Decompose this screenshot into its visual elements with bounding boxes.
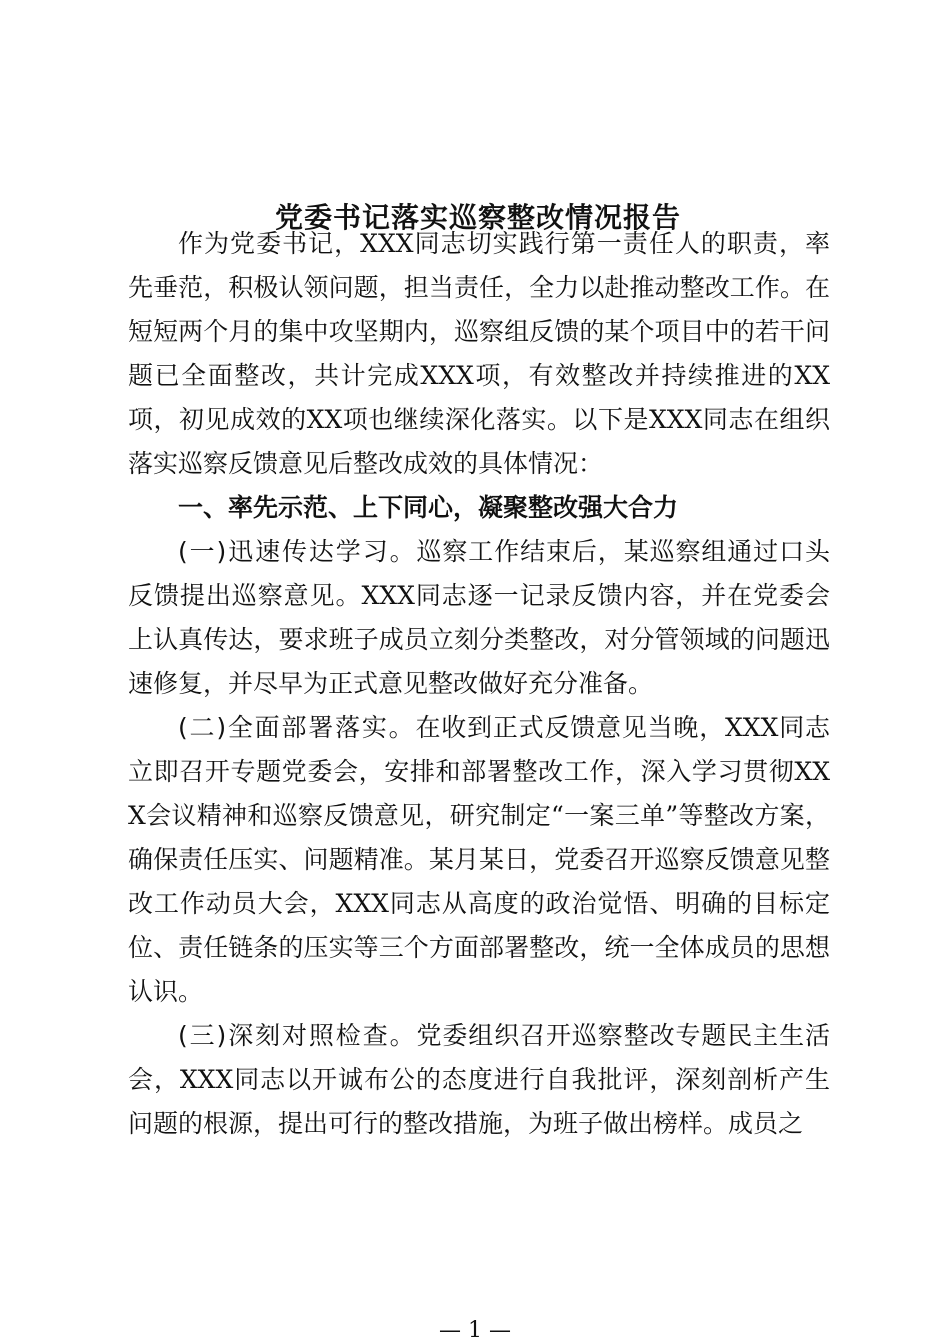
section-heading: 一、率先示范、上下同心，凝聚整改强大合力	[178, 493, 679, 522]
item-text: 党委组织召开巡察整改专题民主生活会，XXX同志以开诚布公的态度进行自我批评，深刻剖析产生问题的根源，提出可行的整改措施，为班子做出榜样。成员之	[128, 1021, 830, 1138]
item-text: 在收到正式反馈意见当晚，XXX同志立即召开专题党委会，安排和部署整改工作，深入学习贯彻XXX会议精神和巡察反馈意见，研究制定“一案三单”等整改方案，确保责任压实、问题精准。某月某日，党委召开巡察反馈意见整改工作动员大会，XXX同志从高度的政治觉悟、明确的目标定位、责任链条的压实等三个方面部署整改，统一全体成员的思想认识。	[128, 713, 830, 1006]
item-lead: (二)全面部署落实。	[178, 713, 416, 742]
item-paragraph	[128, 1014, 830, 1146]
item-lead: (三)深刻对照检查。	[178, 1021, 417, 1050]
item-lead: (一)迅速传达学习。	[178, 537, 417, 566]
item-text: 巡察工作结束后，某巡察组通过口头反馈提出巡察意见。XXX同志逐一记录反馈内容，并在党委会上认真传达，要求班子成员立刻分类整改，对分管领域的问题迅速修复，并尽早为正式意见整改做好充分准备。	[128, 537, 830, 698]
page-number: — 1 —	[439, 1318, 511, 1343]
item-paragraph	[128, 706, 830, 1014]
page-title: 党委书记落实巡察整改情况报告	[274, 200, 681, 234]
document-body	[128, 222, 830, 1146]
intro-paragraph: 作为党委书记，XXX同志切实践行第一责任人的职责，率先垂范，积极认领问题，担当责任，全力以赴推动整改工作。在短短两个月的集中攻坚期内，巡察组反馈的某个项目中的若干问题已全面整改，共计完成XXX项，有效整改并持续推进的XX项，初见成效的XX项也继续深化落实。以下是XXX同志在组织落实巡察反馈意见后整改成效的具体情况：	[128, 229, 830, 478]
item-paragraph	[128, 530, 830, 706]
